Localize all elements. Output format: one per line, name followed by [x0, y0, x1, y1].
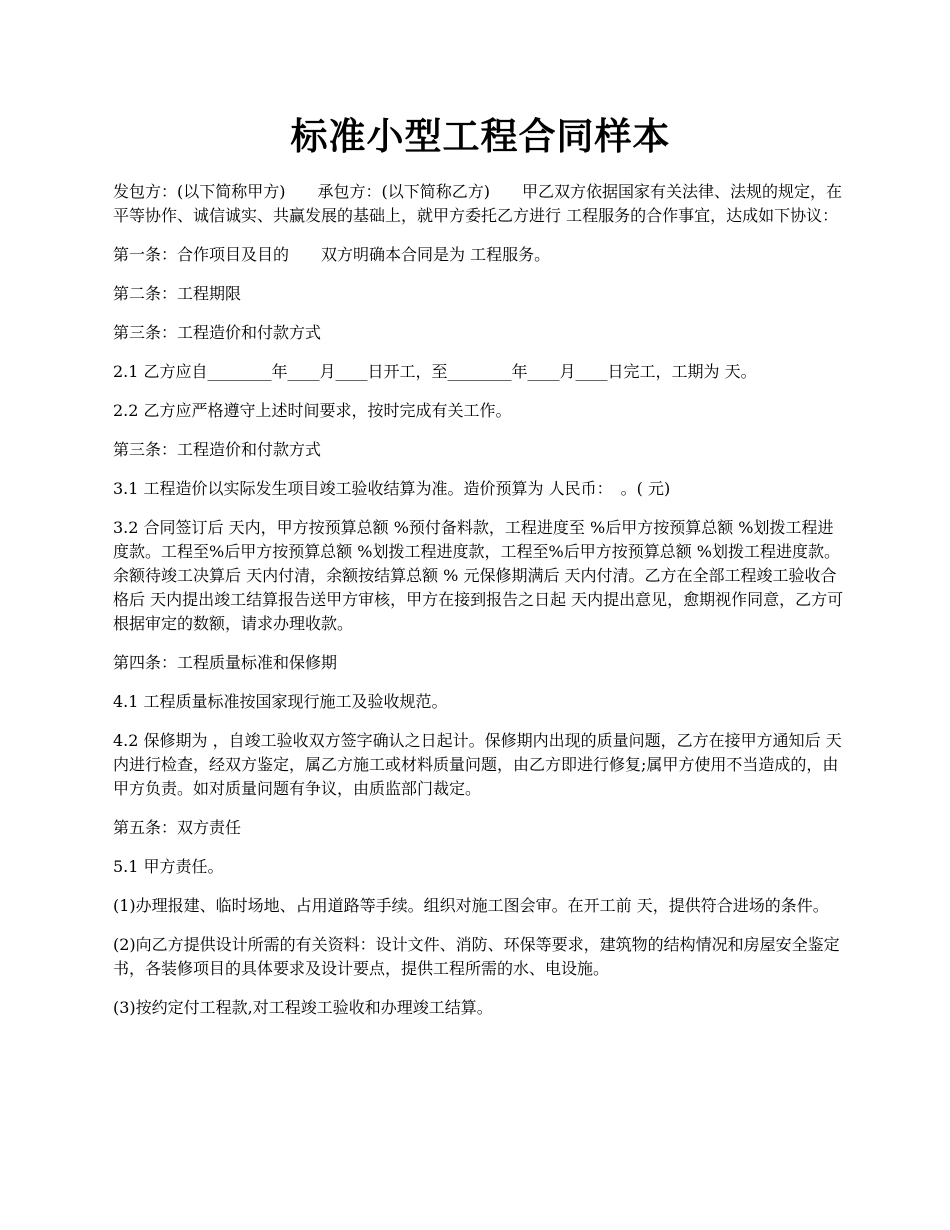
- article-1-heading: 第一条：合作项目及目的 双方明确本合同是为 工程服务。: [113, 245, 551, 264]
- clause-2-1: 2.1 乙方应自________年____月____日开工，至________年____月____日完工，工期为 天。: [113, 362, 757, 381]
- clause-5-1: 5.1 甲方责任。: [113, 857, 224, 876]
- document-title: 标准小型工程合同样本: [290, 114, 671, 158]
- clause-4-1: 4.1 工程质量标准按国家现行施工及验收规范。: [113, 692, 448, 711]
- article-3-heading-repeat: 第三条：工程造价和付款方式: [113, 440, 322, 459]
- document-page: [113, 112, 848, 1035]
- article-3-heading: 第三条：工程造价和付款方式: [113, 323, 322, 342]
- article-5-heading: 第五条：双方责任: [113, 818, 242, 837]
- clause-5-1-item-2: (2)向乙方提供设计所需的有关资料：设计文件、消防、环保等要求，建筑物的结构情况和房屋安全鉴定书，各装修项目的具体要求及设计要点，提供工程所需的水、电设施。: [113, 935, 840, 978]
- intro-paragraph: 发包方：(以下简称甲方) 承包方：(以下简称乙方) 甲乙双方依据国家有关法律、法规的规定，在平等协作、诚信诚实、共赢发展的基础上，就甲方委托乙方进行 工程服务的合作事宜，达成如下协议：: [113, 182, 842, 225]
- clause-5-1-item-3: (3)按约定付工程款,对工程竣工验收和办理竣工结算。: [113, 998, 493, 1017]
- clause-5-1-item-1: (1)办理报建、临时场地、占用道路等手续。组织对施工图会审。在开工前 天，提供符合进场的条件。: [113, 896, 829, 915]
- article-4-heading: 第四条：工程质量标准和保修期: [113, 653, 338, 672]
- article-2-heading: 第二条：工程期限: [113, 284, 242, 303]
- clause-2-2: 2.2 乙方应严格遵守上述时间要求，按时完成有关工作。: [113, 401, 512, 420]
- clause-3-1: 3.1 工程造价以实际发生项目竣工验收结算为准。造价预算为 人民币： 。( 元): [113, 479, 671, 498]
- clause-4-2: 4.2 保修期为 ，自竣工验收双方签字确认之日起计。保修期内出现的质量问题，乙方在接甲方通知后 天内进行检查，经双方鉴定，属乙方施工或材料质量问题，由乙方即进行修复;属甲方使用不当造成的，由甲方负责。如对质量问题有争议，由质监部门裁定。: [113, 731, 842, 798]
- clause-3-2: 3.2 合同签订后 天内，甲方按预算总额 %预付备料款，工程进度至 %后甲方按预算总额 %划拨工程进度款。工程至%后甲方按预算总额 %划拨工程进度款，工程至%后甲方按预算总额 %划拨工程进度款。余额待竣工决算后 天内付清，余额按结算总额 % 元保修期满后 天内付清。乙方在全部工程竣工验收合格后 天内提出竣工结算报告送甲方审核，甲方在接到报告之日起 天内提出意见，愈期视作同意，乙方可根据审定的数额，请求办理收款。: [113, 518, 844, 633]
